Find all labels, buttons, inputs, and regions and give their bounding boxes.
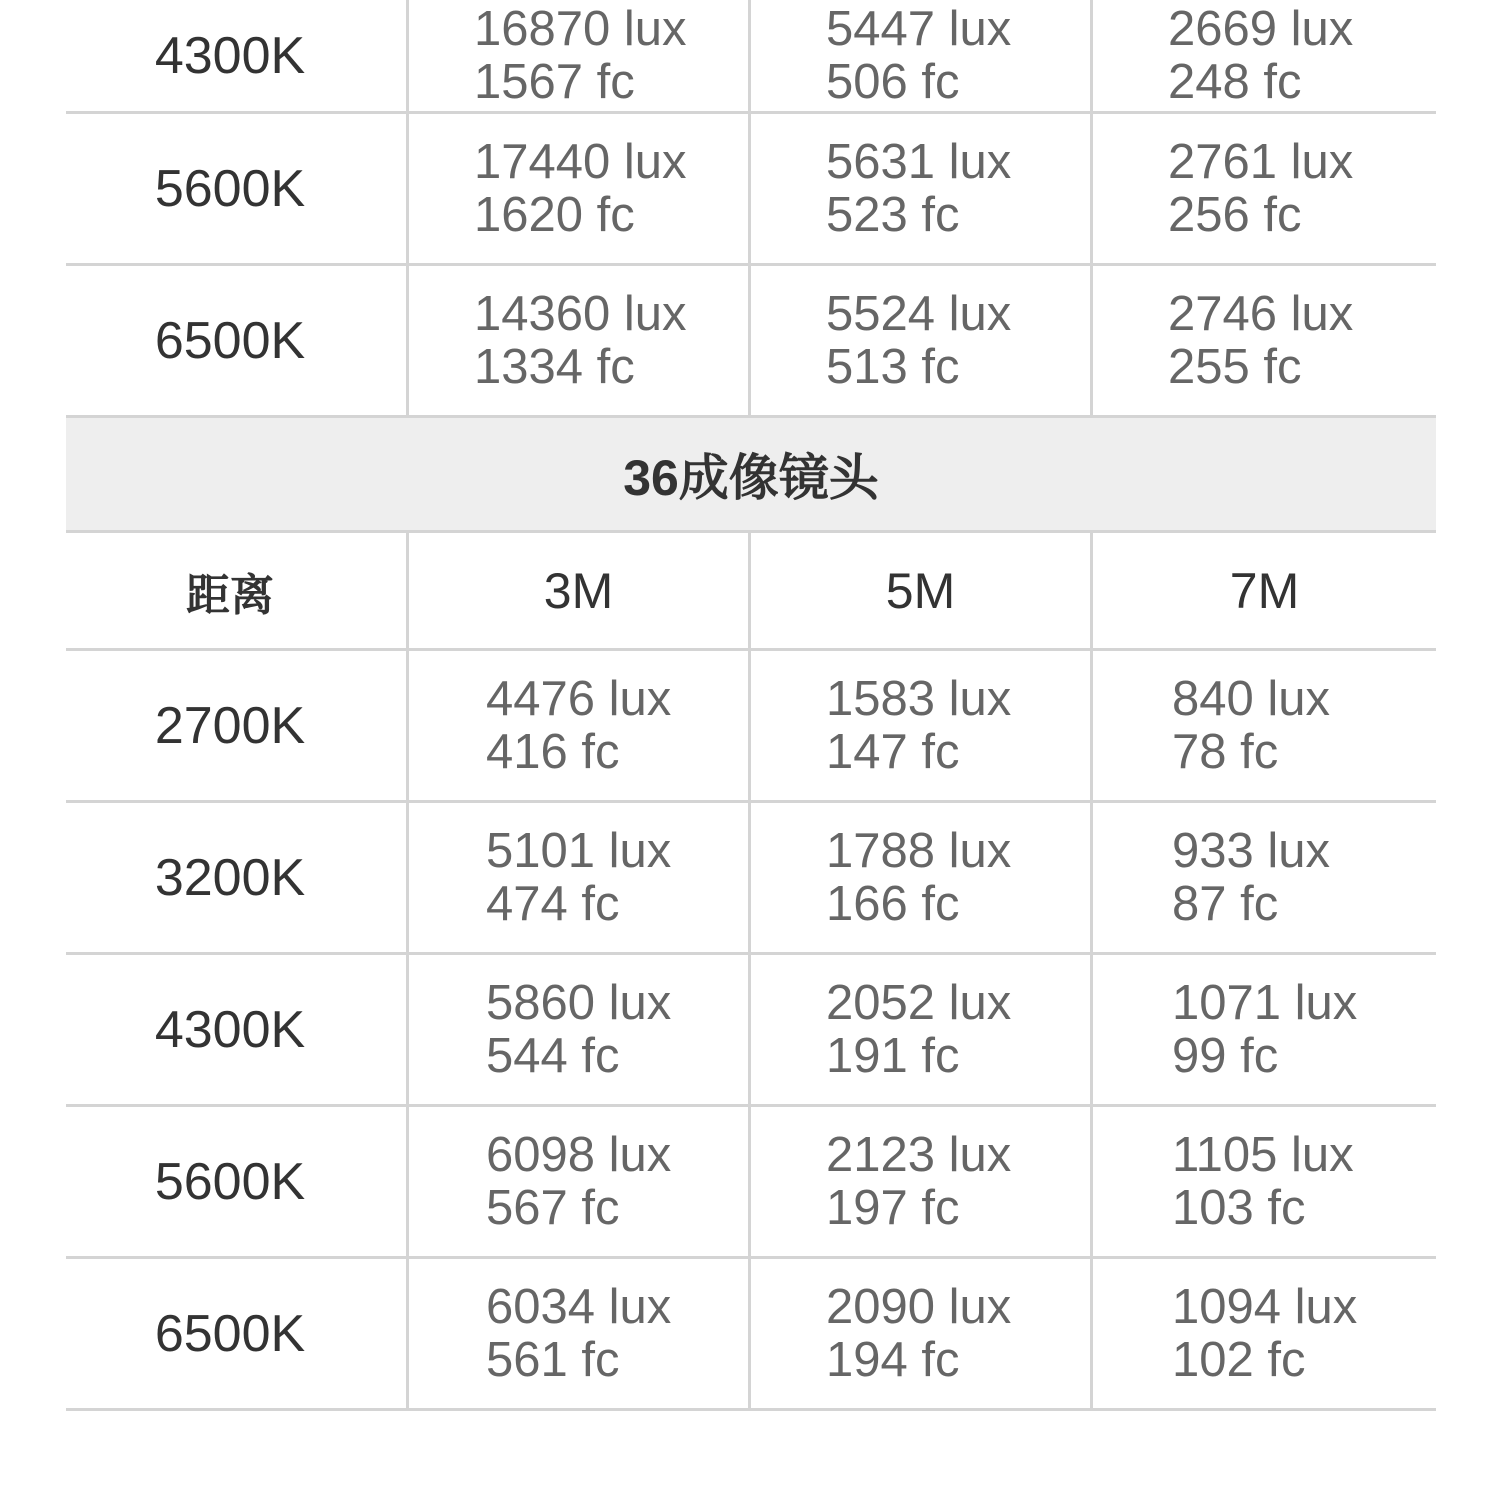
footcandle-value: 416 fc xyxy=(486,724,620,779)
footcandle-value: 103 fc xyxy=(1172,1180,1306,1235)
lux-value: 16870 lux xyxy=(474,1,687,56)
section-title: 36成像镜头 xyxy=(623,450,879,506)
footcandle-value: 78 fc xyxy=(1172,724,1279,779)
illuminance-cell xyxy=(1093,651,1436,800)
footcandle-value: 1620 fc xyxy=(474,187,635,242)
distance-header-text: 7M xyxy=(1229,562,1300,619)
footcandle-value: 87 fc xyxy=(1172,876,1279,931)
footcandle-value: 191 fc xyxy=(826,1028,960,1083)
lux-value: 2669 lux xyxy=(1168,1,1354,56)
footcandle-value: 474 fc xyxy=(486,876,620,931)
illuminance-cell xyxy=(409,651,751,800)
lux-value: 2123 lux xyxy=(826,1127,1012,1182)
illuminance-cell xyxy=(409,955,751,1104)
color-temperature-cell xyxy=(66,0,409,111)
lux-value: 933 lux xyxy=(1172,823,1331,878)
lux-value: 14360 lux xyxy=(474,286,687,341)
footcandle-value: 513 fc xyxy=(826,339,960,394)
distance-header-text: 5M xyxy=(885,562,956,619)
table-row xyxy=(66,0,1436,114)
color-temperature-cell xyxy=(66,955,409,1104)
lux-value: 6098 lux xyxy=(486,1127,672,1182)
illuminance-cell xyxy=(409,0,751,111)
color-temperature-cell xyxy=(66,114,409,263)
illuminance-cell xyxy=(751,0,1093,111)
lux-value: 1788 lux xyxy=(826,823,1012,878)
illuminance-cell xyxy=(1093,1107,1436,1256)
color-temperature-label: 2700K xyxy=(154,696,306,755)
color-temperature-label: 6500K xyxy=(154,311,306,370)
footcandle-value: 255 fc xyxy=(1168,339,1302,394)
color-temperature-label: 5600K xyxy=(154,1152,306,1211)
illuminance-table xyxy=(66,0,1436,1411)
distance-header-text: 距离 xyxy=(186,570,274,620)
lux-value: 1105 lux xyxy=(1172,1127,1354,1182)
footcandle-value: 197 fc xyxy=(826,1180,960,1235)
color-temperature-cell xyxy=(66,1259,409,1408)
distance-header-7m xyxy=(1093,533,1436,648)
illuminance-cell xyxy=(409,1107,751,1256)
lux-value: 5101 lux xyxy=(486,823,672,878)
illuminance-cell xyxy=(1093,0,1436,111)
footcandle-value: 147 fc xyxy=(826,724,960,779)
section-title-bar xyxy=(66,418,1436,533)
lux-value: 2052 lux xyxy=(826,975,1012,1030)
lux-value: 1071 lux xyxy=(1172,975,1358,1030)
color-temperature-label: 4300K xyxy=(154,1000,306,1059)
illuminance-cell xyxy=(1093,114,1436,263)
illuminance-cell xyxy=(751,114,1093,263)
table-row xyxy=(66,803,1436,955)
distance-header-label xyxy=(66,533,409,648)
footcandle-value: 506 fc xyxy=(826,54,960,109)
lux-value: 840 lux xyxy=(1172,671,1331,726)
table-row xyxy=(66,955,1436,1107)
lux-value: 1094 lux xyxy=(1172,1279,1358,1334)
footcandle-value: 99 fc xyxy=(1172,1028,1279,1083)
lux-value: 6034 lux xyxy=(486,1279,672,1334)
distance-header-3m xyxy=(409,533,751,648)
lux-value: 17440 lux xyxy=(474,134,687,189)
color-temperature-label: 5600K xyxy=(154,159,306,218)
footcandle-value: 523 fc xyxy=(826,187,960,242)
footcandle-value: 567 fc xyxy=(486,1180,620,1235)
color-temperature-label: 6500K xyxy=(154,1304,306,1363)
lux-value: 5860 lux xyxy=(486,975,672,1030)
footcandle-value: 1334 fc xyxy=(474,339,635,394)
table-row xyxy=(66,651,1436,803)
illuminance-cell xyxy=(1093,955,1436,1104)
color-temperature-cell xyxy=(66,803,409,952)
color-temperature-label: 4300K xyxy=(154,26,306,85)
color-temperature-label: 3200K xyxy=(154,848,306,907)
illuminance-cell xyxy=(409,114,751,263)
footcandle-value: 166 fc xyxy=(826,876,960,931)
lux-value: 1583 lux xyxy=(826,671,1012,726)
lux-value: 4476 lux xyxy=(486,671,672,726)
color-temperature-cell xyxy=(66,266,409,415)
lux-value: 2090 lux xyxy=(826,1279,1012,1334)
table-row xyxy=(66,1259,1436,1411)
footcandle-value: 1567 fc xyxy=(474,54,635,109)
lux-value: 2761 lux xyxy=(1168,134,1354,189)
footcandle-value: 102 fc xyxy=(1172,1332,1306,1387)
illuminance-cell xyxy=(409,266,751,415)
table-row xyxy=(66,1107,1436,1259)
illuminance-cell xyxy=(751,1259,1093,1408)
illuminance-cell xyxy=(409,803,751,952)
distance-header-text: 3M xyxy=(543,562,614,619)
illuminance-cell xyxy=(751,651,1093,800)
footcandle-value: 248 fc xyxy=(1168,54,1302,109)
lux-value: 2746 lux xyxy=(1168,286,1354,341)
illuminance-cell xyxy=(751,266,1093,415)
illuminance-cell xyxy=(751,955,1093,1104)
lux-value: 5524 lux xyxy=(826,286,1012,341)
table-header-row xyxy=(66,533,1436,651)
illuminance-cell xyxy=(1093,803,1436,952)
table-row xyxy=(66,266,1436,418)
illuminance-cell xyxy=(1093,266,1436,415)
footcandle-value: 561 fc xyxy=(486,1332,620,1387)
footcandle-value: 544 fc xyxy=(486,1028,620,1083)
table-row xyxy=(66,114,1436,266)
lux-value: 5447 lux xyxy=(826,1,1012,56)
illuminance-cell xyxy=(1093,1259,1436,1408)
illuminance-cell xyxy=(751,803,1093,952)
lux-value: 5631 lux xyxy=(826,134,1012,189)
illuminance-cell xyxy=(409,1259,751,1408)
distance-header-5m xyxy=(751,533,1093,648)
illuminance-cell xyxy=(751,1107,1093,1256)
footcandle-value: 194 fc xyxy=(826,1332,960,1387)
color-temperature-cell xyxy=(66,651,409,800)
footcandle-value: 256 fc xyxy=(1168,187,1302,242)
color-temperature-cell xyxy=(66,1107,409,1256)
